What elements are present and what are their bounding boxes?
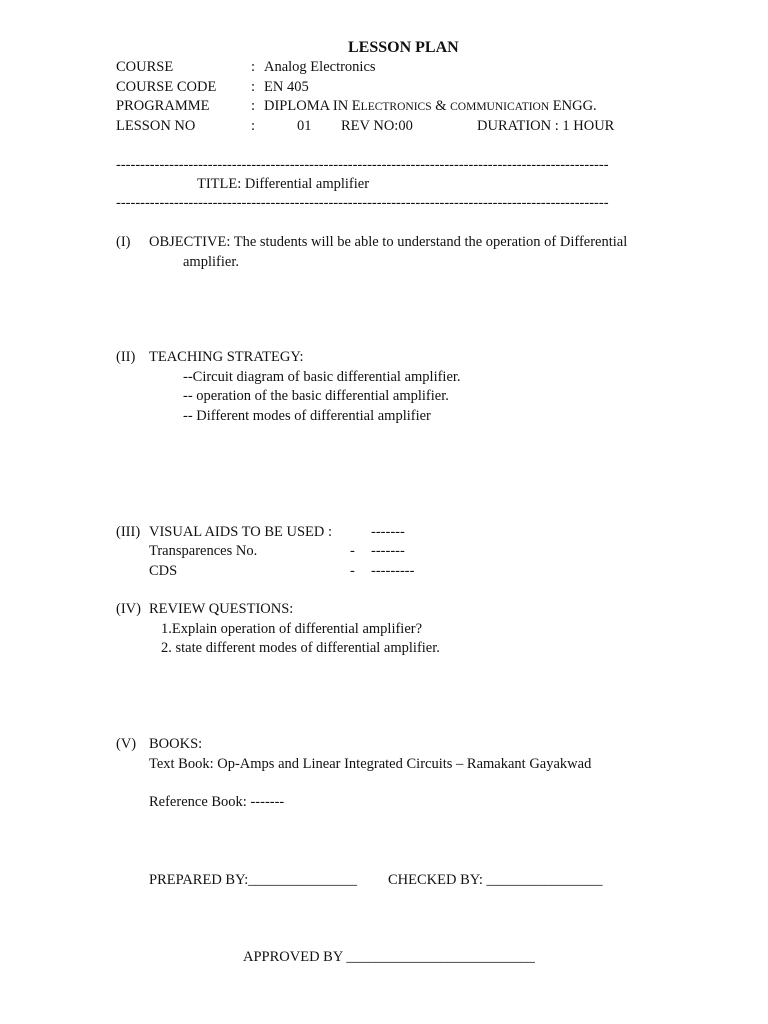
review-question: 1.Explain operation of differential amplifier? (161, 621, 423, 637)
programme-label: PROGRAMME (116, 98, 210, 114)
cds-sep: - (350, 563, 355, 579)
cds-value: --------- (371, 563, 415, 579)
course-sep: : (251, 59, 256, 75)
review-question: 2. state different modes of differential amplifier. (161, 640, 440, 656)
objective-line1: OBJECTIVE: The students will be able to understand the operation of Differential (149, 234, 628, 250)
objective-num: (I) (116, 234, 131, 250)
transparences-sep: - (350, 543, 355, 559)
course-code-label: COURSE CODE (116, 79, 217, 95)
objective-line2: amplifier. (183, 254, 239, 270)
lesson-no-value: 01 (297, 118, 312, 134)
transparences-label: Transparences No. (149, 543, 258, 559)
page-title: LESSON PLAN (348, 39, 459, 56)
course-value: Analog Electronics (264, 59, 376, 75)
teaching-item: --Circuit diagram of basic differential amplifier. (183, 369, 461, 385)
course-code-sep: : (251, 79, 256, 95)
divider-top: ------------------------------------------------------------------------------------------------------ (116, 157, 609, 173)
course-label: COURSE (116, 59, 174, 75)
teaching-item: -- Different modes of differential amplifier (183, 408, 431, 424)
books-heading: BOOKS: (149, 736, 203, 752)
visual-aids-heading: VISUAL AIDS TO BE USED : (149, 524, 333, 540)
programme-value: DIPLOMA IN ELECTRONICS & COMMUNICATION ENGG. (264, 98, 597, 114)
visual-aids-value: ------- (371, 524, 405, 540)
lesson-no-sep: : (251, 118, 256, 134)
divider-bottom: ------------------------------------------------------------------------------------------------------ (116, 195, 609, 211)
course-code-value: EN 405 (264, 79, 309, 95)
teaching-heading: TEACHING STRATEGY: (149, 349, 304, 365)
duration: DURATION : 1 HOUR (477, 118, 615, 134)
teaching-item: -- operation of the basic differential amplifier. (183, 388, 449, 404)
rev-no: REV NO:00 (341, 118, 413, 134)
text-book: Text Book: Op-Amps and Linear Integrated Circuits – Ramakant Gayakwad (149, 756, 592, 772)
programme-sep: : (251, 98, 256, 114)
lesson-title: TITLE: Differential amplifier (197, 176, 370, 192)
prepared-by: PREPARED BY:_______________ (149, 872, 358, 888)
checked-by: CHECKED BY: ________________ (388, 872, 603, 888)
transparences-value: ------- (371, 543, 405, 559)
review-num: (IV) (116, 601, 141, 617)
cds-label: CDS (149, 563, 178, 579)
lesson-no-label: LESSON NO (116, 118, 196, 134)
approved-by: APPROVED BY __________________________ (243, 949, 535, 965)
reference-book: Reference Book: ------- (149, 794, 285, 810)
visual-aids-num: (III) (116, 524, 141, 540)
books-num: (V) (116, 736, 137, 752)
review-heading: REVIEW QUESTIONS: (149, 601, 294, 617)
teaching-num: (II) (116, 349, 136, 365)
